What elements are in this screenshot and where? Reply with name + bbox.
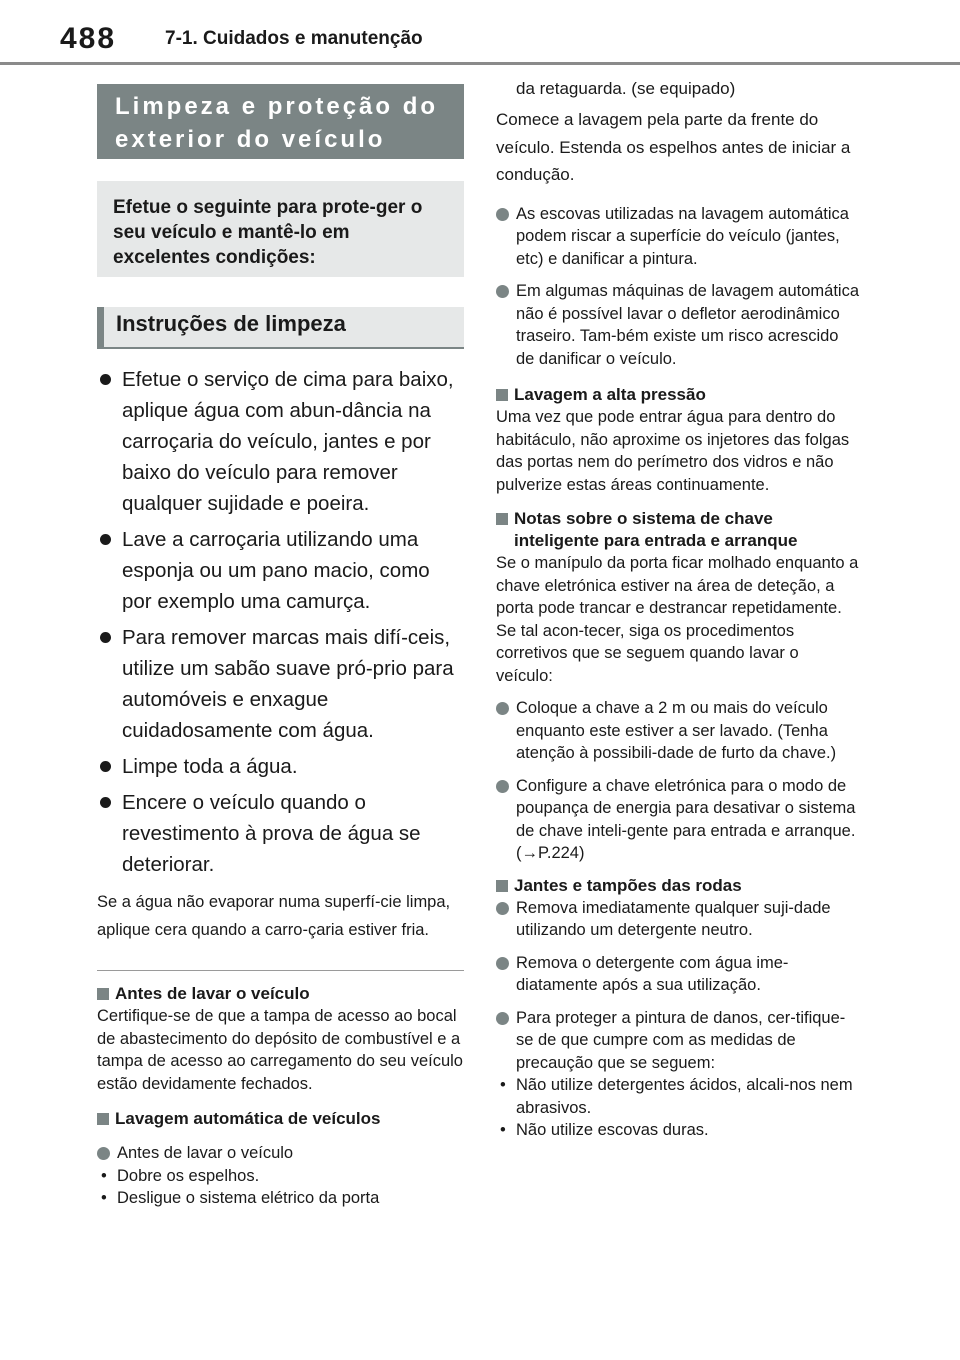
subheading-smart-key: Notas sobre o sistema de chave inteligente para entrada e arranque [496, 508, 860, 552]
circle-bullet-icon [496, 902, 509, 915]
sub-list-item: • Dobre os espelhos. [101, 1166, 260, 1185]
continued-text: da retaguarda. (se equipado) [516, 79, 736, 98]
list-item: Antes de lavar o veículo [97, 1142, 464, 1165]
list-item: Encere o veículo quando o revestimento à prova de água se deteriorar. [97, 787, 464, 880]
bullet-icon [100, 797, 111, 808]
sub-list-item: • Não utilize escovas duras. [500, 1121, 709, 1139]
subheading-high-pressure: Lavagem a alta pressão [496, 384, 860, 406]
circle-bullet-icon [496, 702, 509, 715]
wash-paragraph: Comece a lavagem pela parte da frente do veículo. Estenda os espelhos antes de iniciar a condução. [496, 110, 851, 184]
title-box: Limpeza e proteção do exterior do veículo [97, 84, 464, 159]
header-divider [0, 62, 960, 65]
list-item: Coloque a chave a 2 m ou mais do veículo enquanto este estiver a ser lavado. (Tenha atenção à possibili-dade de furto da chave.) [496, 697, 860, 765]
subheading-before-wash: Antes de lavar o veículo [97, 983, 464, 1005]
circle-bullet-icon [496, 285, 509, 298]
square-bullet-icon [496, 389, 508, 401]
page-number: 488 [60, 22, 117, 55]
square-bullet-icon [496, 513, 508, 525]
bullet-icon [100, 534, 111, 545]
square-bullet-icon [97, 1113, 109, 1125]
bullet-icon [100, 374, 111, 385]
bullet-icon [100, 632, 111, 643]
square-bullet-icon [97, 988, 109, 1000]
smart-key-text: Se o manípulo da porta ficar molhado enquanto a chave eletrónica estiver na área de deteção, a porta pode trancar e destrancar repetidamente. Se tal acon-tecer, siga os procedimentos corretivos que se seguem quando lavar o veículo: [496, 554, 859, 685]
chapter-title: 7-1. Cuidados e manutenção [165, 28, 423, 49]
section-heading: Instruções de limpeza [97, 307, 464, 349]
intro-box: Efetue o seguinte para prote-ger o seu veículo e mantê-lo em excelentes condições: [97, 181, 464, 277]
sub-list-item: • Não utilize detergentes ácidos, alcali-nos nem abrasivos. [500, 1076, 853, 1117]
sub-list-item: • Desligue o sistema elétrico da porta [101, 1189, 380, 1207]
wax-note: Se a água não evaporar numa superfí-cie limpa, aplique cera quando a carro-çaria estiver fria. [97, 893, 451, 939]
list-item: Remova imediatamente qualquer suji-dade utilizando um detergente neutro. [496, 897, 860, 942]
cleaning-instructions-list [97, 364, 464, 880]
list-item: Para remover marcas mais difí-ceis, utilize um sabão suave pró-prio para automóveis e enxague cuidadosamente com água. [97, 622, 464, 746]
high-pressure-text: Uma vez que pode entrar água para dentro do habitáculo, não aproxime os injetores das folgas das portas nem do perímetro dos vidros e não pulverize estas áreas continuamente. [496, 408, 850, 494]
circle-bullet-icon [496, 780, 509, 793]
page-header [0, 0, 960, 66]
list-item: Limpe toda a água. [97, 751, 464, 782]
list-item: Para proteger a pintura de danos, cer-tifique-se de que cumpre com as medidas de precaução que se seguem: [496, 1007, 860, 1075]
list-item: Efetue o serviço de cima para baixo, aplique água com abun-dância na carroçaria do veículo, jantes e por baixo do veículo para remover qualquer sujidade e poeira. [97, 364, 464, 519]
square-bullet-icon [496, 880, 508, 892]
list-item: As escovas utilizadas na lavagem automática podem riscar a superfície do veículo (jantes, etc) e danificar a pintura. [496, 203, 860, 271]
right-column [496, 78, 860, 1142]
circle-bullet-icon [496, 208, 509, 221]
circle-bullet-icon [496, 957, 509, 970]
subheading-wheels: Jantes e tampões das rodas [496, 875, 860, 897]
list-item: Em algumas máquinas de lavagem automática não é possível lavar o defletor aerodinâmico traseiro. Tam-bém existe um risco acrescido de danificar o veículo. [496, 280, 860, 370]
list-item: Lave a carroçaria utilizando uma esponja ou um pano macio, como por exemplo uma camurça. [97, 524, 464, 617]
before-wash-text: Certifique-se de que a tampa de acesso ao bocal de abastecimento do depósito de combustível e a tampa de acesso ao carregamento do seu veículo estão devidamente fechados. [97, 1007, 463, 1093]
circle-bullet-icon [496, 1012, 509, 1025]
divider [97, 970, 464, 971]
circle-bullet-icon [97, 1147, 110, 1160]
list-item: Remova o detergente com água ime-diatamente após a sua utilização. [496, 952, 860, 997]
bullet-icon [100, 761, 111, 772]
subheading-auto-wash: Lavagem automática de veículos [97, 1108, 464, 1130]
left-column [97, 84, 464, 1210]
list-item: Configure a chave eletrónica para o modo de poupança de energia para desativar o sistema de chave inteli-gente para entrada e arranque. (→P.224) [496, 775, 860, 865]
